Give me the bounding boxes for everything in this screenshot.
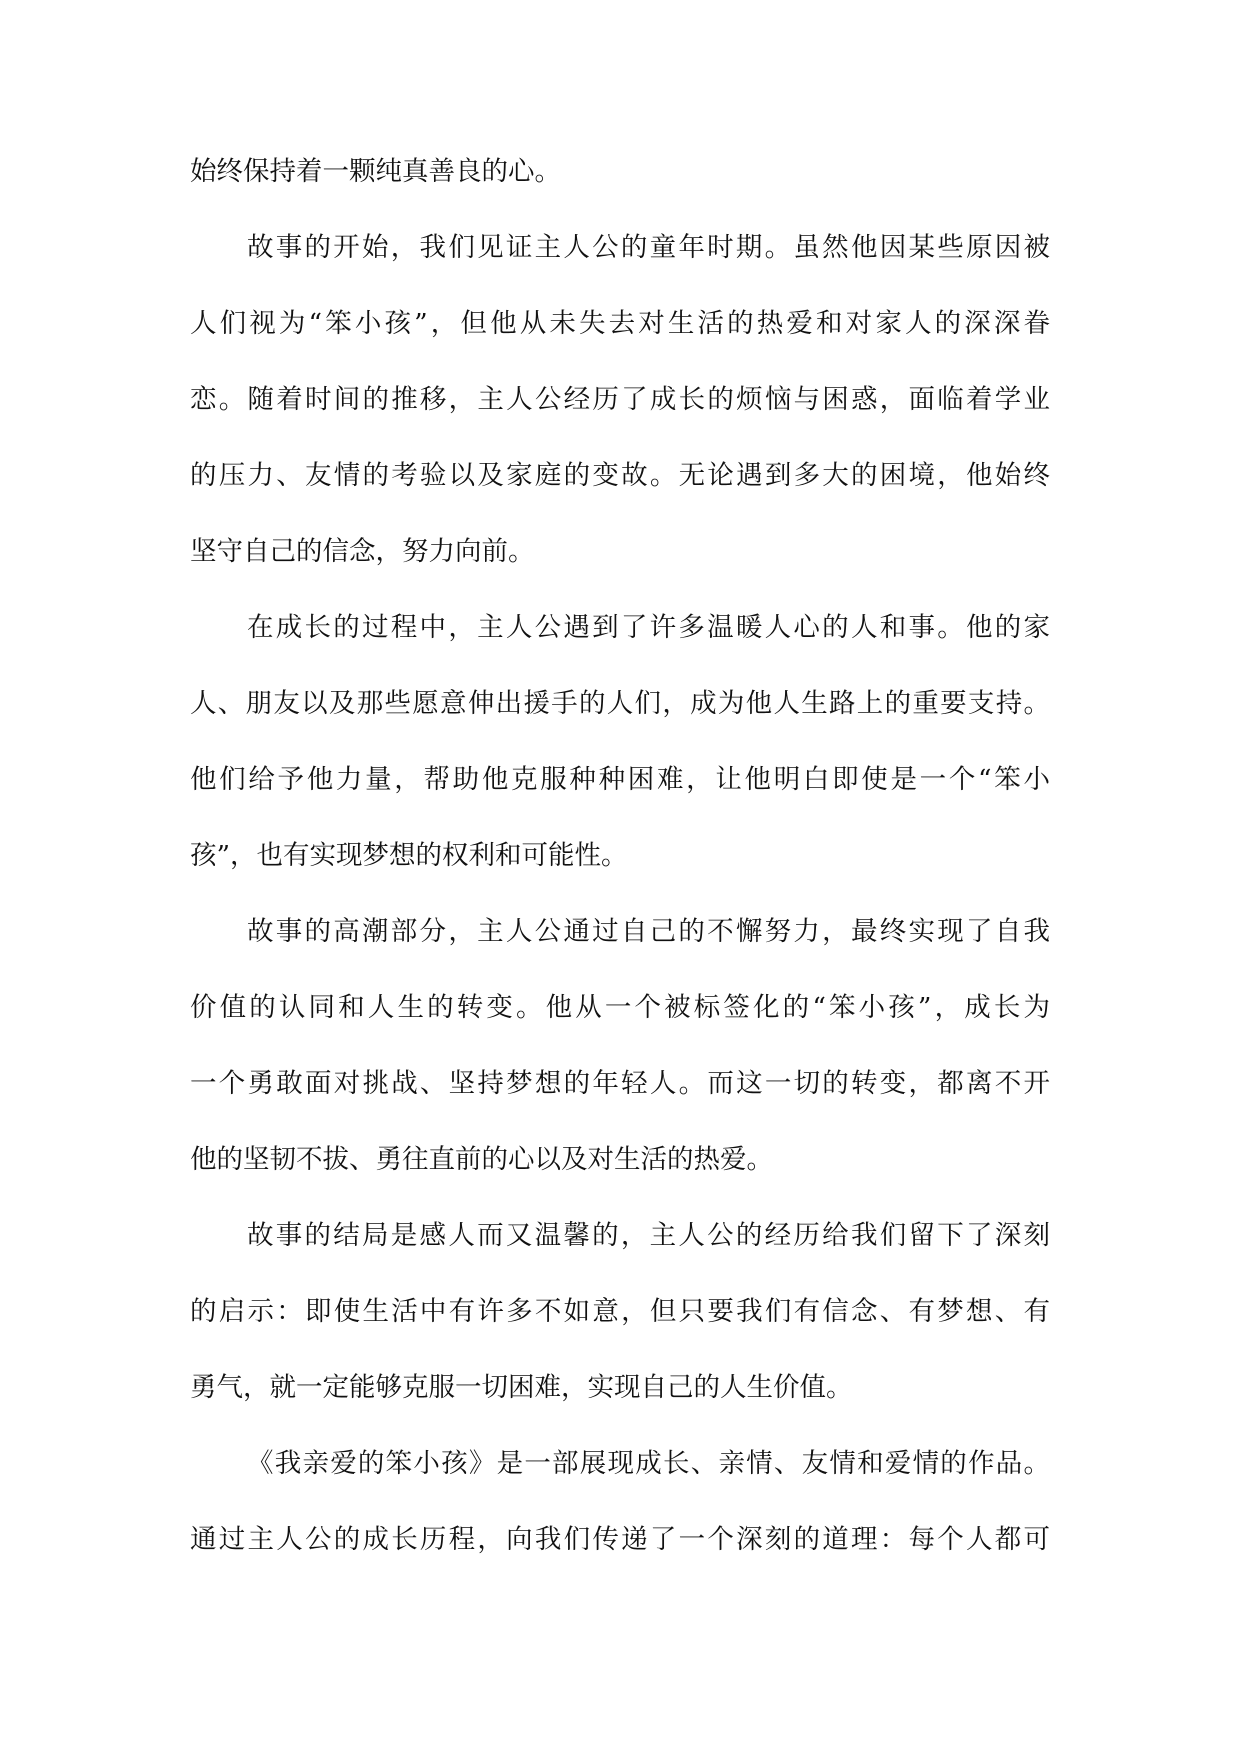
text-line: 的启示：即使生活中有许多不如意，但只要我们有信念、有梦想、有: [190, 1296, 1050, 1327]
text-line: 恋。随着时间的推移，主人公经历了成长的烦恼与困惑，面临着学业: [190, 384, 1050, 415]
text-line: 孩”，也有实现梦想的权利和可能性。: [190, 840, 628, 871]
text-line: 始终保持着一颗纯真善良的心。: [190, 156, 561, 187]
text-line: 坚守自己的信念，努力向前。: [190, 536, 535, 567]
document-body: [190, 144, 1050, 1588]
text-line: 故事的高潮部分，主人公通过自己的不懈努力，最终实现了自我: [247, 916, 1050, 947]
text-line: 故事的结局是感人而又温馨的，主人公的经历给我们留下了深刻: [247, 1220, 1050, 1251]
text-line: 一个勇敢面对挑战、坚持梦想的年轻人。而这一切的转变，都离不开: [190, 1068, 1050, 1099]
text-line: 的压力、友情的考验以及家庭的变故。无论遇到多大的困境，他始终: [190, 460, 1050, 491]
text-line: 《我亲爱的笨小孩》是一部展现成长、亲情、友情和爱情的作品。: [247, 1448, 1050, 1479]
text-line: 他的坚韧不拔、勇往直前的心以及对生活的热爱。: [190, 1144, 773, 1175]
text-line: 价值的认同和人生的转变。他从一个被标签化的“笨小孩”，成长为: [190, 992, 1050, 1023]
text-line: 人、朋友以及那些愿意伸出援手的人们，成为他人生路上的重要支持。: [190, 688, 1050, 719]
text-line: 故事的开始，我们见证主人公的童年时期。虽然他因某些原因被: [247, 232, 1050, 263]
text-line: 人们视为“笨小孩”，但他从未失去对生活的热爱和对家人的深深眷: [190, 308, 1050, 339]
text-line: 他们给予他力量，帮助他克服种种困难，让他明白即使是一个“笨小: [190, 764, 1050, 795]
text-line: 通过主人公的成长历程，向我们传递了一个深刻的道理：每个人都可: [190, 1524, 1050, 1555]
text-line: 在成长的过程中，主人公遇到了许多温暖人心的人和事。他的家: [247, 612, 1050, 643]
text-line: 勇气，就一定能够克服一切困难，实现自己的人生价值。: [190, 1372, 853, 1403]
